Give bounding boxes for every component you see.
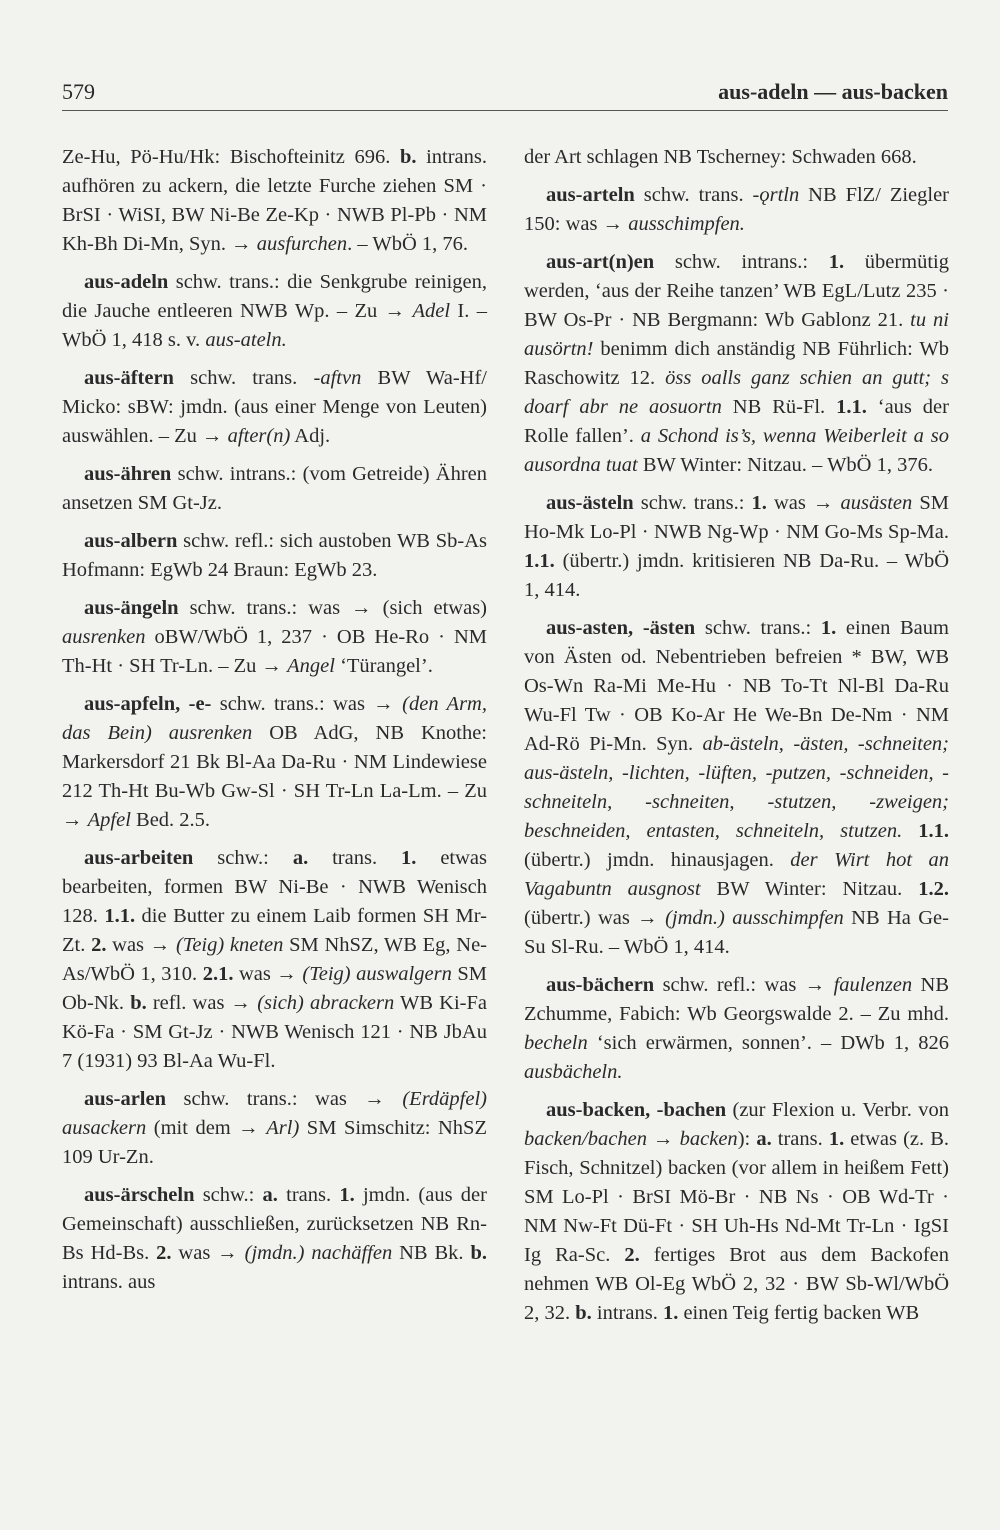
headword: aus-äftern (84, 367, 174, 389)
entry-text: OB AdG, NB Knothe: Markersdorf 21 Bk Bl-Aa Da-Ru · NM Lindewiese 212 Th-Ht Bu-Wb Gw-Sl · SH Tr-Ln La-Lm. – Zu → (62, 722, 487, 831)
italic-text: (sich) abrackern (257, 992, 395, 1014)
dictionary-entry (524, 489, 949, 605)
entry-text: (zur Flexion u. Verbr. von (726, 1099, 949, 1121)
headword: aus-bächern (546, 974, 655, 996)
italic-text: ausbächeln. (524, 1061, 623, 1083)
sense-marker: 1. (662, 1302, 679, 1324)
entry-text: (übertr.) jmdn. kritisieren NB Da-Ru. – WbÖ 1, 414. (524, 550, 949, 601)
entry-text: trans. (277, 1184, 340, 1206)
headword: aus-ängeln (84, 597, 179, 619)
dictionary-entry (62, 594, 487, 681)
headword: aus-albern (84, 530, 178, 552)
entry-text: trans. (308, 847, 402, 869)
left-column (62, 143, 487, 1306)
entry-text: oBW/WbÖ 1, 237 · OB He-Ro · NM Th-Ht · SH Tr-Ln. – Zu → (62, 626, 487, 677)
entry-text: NB Rü-Fl. (721, 396, 837, 418)
headword: aus-arteln (546, 184, 635, 206)
italic-text: -ǫrtln (752, 184, 800, 206)
italic-text: ausrenken (62, 626, 146, 648)
italic-text: ausschimpfen. (628, 213, 745, 235)
entry-text: SM Ho-Mk Lo-Pl · NWB Ng-Wp · NM Go-Ms Sp-Ma. (524, 492, 949, 543)
italic-text: (jmdn.) nachäffen (244, 1242, 393, 1264)
entry-text: . – WbÖ 1, 76. (347, 233, 469, 255)
running-head: aus-adeln — aus-backen (718, 79, 948, 104)
dictionary-entry (524, 1096, 949, 1328)
sense-marker: 1. (339, 1184, 355, 1206)
entry-text: übermütig werden, ‘aus der Reihe tanzen’ WB EgL/Lutz 235 · BW Os-Pr · NB Bergmann: Wb Gablonz 21. (524, 251, 949, 331)
italic-text: der Wirt hot an Vagabuntn ausgnost (524, 849, 949, 900)
entry-text: ‘aus der Rolle fallen’. (524, 396, 949, 447)
entry-text: ‘Türangel’. (334, 655, 433, 677)
sense-marker: 2. (91, 934, 107, 956)
headword: aus-arbeiten (84, 847, 194, 869)
entry-text: schw. trans.: (633, 492, 752, 514)
sense-marker: 1. (401, 847, 417, 869)
entry-text: etwas (z. B. Fisch, Schnitzel) backen (vor allem in heißem Fett) SM Lo-Pl · BrSI Mö-Br · NB Ns · OB Wd-Tr · NM Nw-Ft Dü-Ft · SH Uh-Hs Nd-Mt Tr-Ln · IgSI Ig Ra-Sc. (524, 1128, 950, 1266)
entry-text: schw. intrans.: (vom Getreide) Ähren ansetzen SM Gt-Jz. (62, 463, 487, 514)
italic-text: faulenzen (833, 974, 913, 996)
entry-text: schw.: (194, 1184, 263, 1206)
entry-text: (übertr.) was → (524, 907, 666, 929)
entry-text: NB Bk. (392, 1242, 471, 1264)
entry-text: schw. trans.: die Senkgrube reinigen, die Jauche entleeren NWB Wp. – Zu → (62, 271, 487, 322)
headword: aus-arlen (84, 1088, 166, 1110)
entry-text: schw. trans.: was → (166, 1088, 403, 1110)
dictionary-entry (62, 1085, 487, 1172)
entry-text: (übertr.) jmdn. hinausjagen. (524, 849, 791, 871)
entry-text: SM Ob-Nk. (62, 963, 487, 1014)
entry-text: was → (766, 492, 841, 514)
sense-marker: 1.2. (918, 878, 949, 900)
italic-text: ab-ästeln, -ästen, -schneiten; aus-ästeln, -lichten, -lüften, -putzen, -schneiden, -schneiteln, -schneiten, -stutzen, -zweigen; beschneiden, entasten, schneiteln, stutzen. (524, 733, 949, 842)
headword: aus-apfeln, -e- (84, 693, 212, 715)
sense-marker: b. (575, 1302, 592, 1324)
headword: aus-adeln (84, 271, 169, 293)
italic-text: Arl) (266, 1117, 300, 1139)
headword: aus-asten, -ästen (546, 617, 696, 639)
italic-text: Angel (287, 655, 335, 677)
italic-text: (Erdäpfel) ausackern (62, 1088, 487, 1139)
entry-text: was → (171, 1242, 245, 1264)
entry-text: schw. intrans.: (654, 251, 829, 273)
entry-text: Adj. (290, 425, 331, 447)
sense-marker: a. (292, 847, 309, 869)
italic-text: a Schond is’s, wenna Weiberleit a so ausordna tuat (524, 425, 950, 476)
sense-marker: 1.1. (918, 820, 949, 842)
sense-marker: 2. (624, 1244, 640, 1266)
italic-text: ausästen (840, 492, 913, 514)
entry-text: WB Ki-Fa Kö-Fa · SM Gt-Jz · NWB Wenisch 121 · NB JbAu 7 (1931) 93 Bl-Aa Wu-Fl. (62, 992, 487, 1072)
sense-marker: b. (399, 146, 417, 168)
headword: aus-ähren (84, 463, 172, 485)
entry-text: etwas bearbeiten, formen BW Ni-Be · NWB Wenisch 128. (62, 847, 487, 927)
entry-text: NB FlZ/ Ziegler 150: was → (524, 184, 950, 235)
entry-text: schw. refl.: was → (654, 974, 834, 996)
entry-text: intrans. (591, 1302, 663, 1324)
sense-marker: 1. (828, 251, 845, 273)
dictionary-entry (62, 527, 487, 585)
italic-text: aus-ateln. (205, 329, 287, 351)
entry-text: SM Simschitz: NhSZ 109 Ur-Zn. (62, 1117, 487, 1168)
italic-text: (den Arm, das Bein) ausrenken (62, 693, 487, 744)
entry-text: was → (233, 963, 303, 985)
entry-text: schw. trans.: was → (211, 693, 403, 715)
entry-text: ‘sich erwärmen, sonnen’. – DWb 1, 826 (587, 1032, 949, 1054)
sense-marker: a. (262, 1184, 278, 1206)
sense-marker: 2.1. (202, 963, 234, 985)
entry-text: intrans. aufhören zu ackern, die letzte Furche ziehen SM · BrSI · WiSI, BW Ni-Be Ze-Kp · NWB Pl-Pb · NM Kh-Bh Di-Mn, Syn. → (62, 146, 488, 255)
dictionary-entry (62, 690, 487, 835)
sense-marker: 1. (828, 1128, 845, 1150)
italic-text: (Teig) kneten (175, 934, 284, 956)
dictionary-entry (62, 460, 487, 518)
entry-text: schw. refl.: sich austoben WB Sb-As Hofmann: EgWb 24 Braun: EgWb 23. (62, 530, 487, 581)
italic-text: tu ni ausörtn! (524, 309, 949, 360)
entry-text: ): (737, 1128, 757, 1150)
dictionary-entry (524, 181, 949, 239)
italic-text: ausfurchen (256, 233, 348, 255)
sense-marker: 1. (820, 617, 837, 639)
entry-text: einen Teig fertig backen WB (678, 1302, 920, 1324)
italic-text: backen/bachen (524, 1128, 647, 1150)
entry-continuation (524, 143, 949, 172)
page-number: 579 (62, 79, 95, 104)
dictionary-entry (524, 614, 949, 962)
entry-text: trans. (771, 1128, 829, 1150)
entry-text: BW Winter: Nitzau. – WbÖ 1, 376. (637, 454, 933, 476)
headword: aus-ärscheln (84, 1184, 195, 1206)
italic-text: backen (679, 1128, 738, 1150)
entry-text: Ze-Hu, Pö-Hu/Hk: Bischofteinitz 696. (62, 146, 400, 168)
dictionary-entry (524, 971, 949, 1087)
entry-text: BW Wa-Hf/ Micko: sBW: jmdn. (aus einer Menge von Leuten) auswählen. – Zu → (62, 367, 487, 447)
italic-text: becheln (524, 1032, 588, 1054)
dictionary-entry (62, 1181, 487, 1297)
sense-marker: 2. (156, 1242, 172, 1264)
sense-marker: 1. (751, 492, 767, 514)
sense-marker: 1.1. (104, 905, 136, 927)
sense-marker: 1.1. (524, 550, 555, 572)
entry-text: schw.: (193, 847, 293, 869)
entry-text: jmdn. (aus der Gemeinschaft) ausschließen, zurücksetzen NB Rn-Bs Hd-Bs. (62, 1184, 487, 1264)
dictionary-entry (62, 844, 487, 1076)
italic-text: after(n) (227, 425, 291, 447)
entry-text: fertiges Brot aus dem Backofen nehmen WB Ol-Eg WbÖ 2, 32 · BW Sb-Wl/WbÖ 2, 32. (524, 1244, 949, 1324)
italic-text: (jmdn.) ausschimpfen (665, 907, 844, 929)
right-column (524, 143, 949, 1337)
entry-text (902, 820, 918, 842)
entry-text: schw. trans. (634, 184, 753, 206)
entry-text: schw. trans.: (695, 617, 821, 639)
entry-text: (mit dem → (146, 1117, 267, 1139)
italic-text: Adel (412, 300, 451, 322)
sense-marker: b. (130, 992, 147, 1014)
sense-marker: b. (470, 1242, 488, 1264)
entry-text: benimm dich anständig NB Führlich: Wb Raschowitz 12. (524, 338, 949, 389)
entry-text: Bed. 2.5. (130, 809, 211, 831)
italic-text: (Teig) auswalgern (302, 963, 452, 985)
sense-marker: a. (756, 1128, 772, 1150)
dictionary-entry (62, 364, 487, 451)
headword: aus-art(n)en (546, 251, 655, 273)
entry-text: refl. was → (146, 992, 258, 1014)
entry-text: schw. trans.: was → (sich etwas) (178, 597, 487, 619)
entry-text: I. – WbÖ 1, 418 s. v. (62, 300, 487, 351)
entry-text: einen Baum von Ästen od. Nebentrieben befreien * BW, WB Os-Wn Ra-Mi Me-Hu · NB To-Tt Nl-Bl Da-Ru Wu-Fl Tw · OB Ko-Ar He We-Bn De-Nm · NM Ad-Rö Pi-Mn. Syn. (524, 617, 949, 755)
dictionary-entry (62, 268, 487, 355)
entry-continuation (62, 143, 487, 259)
dictionary-entry (524, 248, 949, 480)
header-rule (62, 110, 948, 111)
sense-marker: 1.1. (836, 396, 867, 418)
entry-text: schw. trans. (173, 367, 314, 389)
entry-text: die Butter zu einem Laib formen SH Mr-Zt. (62, 905, 487, 956)
entry-text: → (646, 1128, 680, 1150)
entry-text: SM NhSZ, WB Eg, Ne-As/WbÖ 1, 310. (62, 934, 487, 985)
italic-text: öss oalls ganz schien an gutt; s doarf abr ne aosuortn (524, 367, 949, 418)
italic-text: -aftvn (313, 367, 362, 389)
entry-text: BW Winter: Nitzau. (700, 878, 919, 900)
entry-text: was → (106, 934, 176, 956)
italic-text: Apfel (87, 809, 131, 831)
entry-text: der Art schlagen NB Tscherney: Schwaden 668. (524, 146, 917, 168)
entry-text: NB Zchumme, Fabich: Wb Georgswalde 2. – Zu mhd. (524, 974, 949, 1025)
headword: aus-ästeln (546, 492, 634, 514)
entry-text: NB Ha Ge-Su Sl-Ru. – WbÖ 1, 414. (524, 907, 949, 958)
headword: aus-backen, -bachen (546, 1099, 727, 1121)
entry-text: intrans. aus (62, 1271, 156, 1293)
